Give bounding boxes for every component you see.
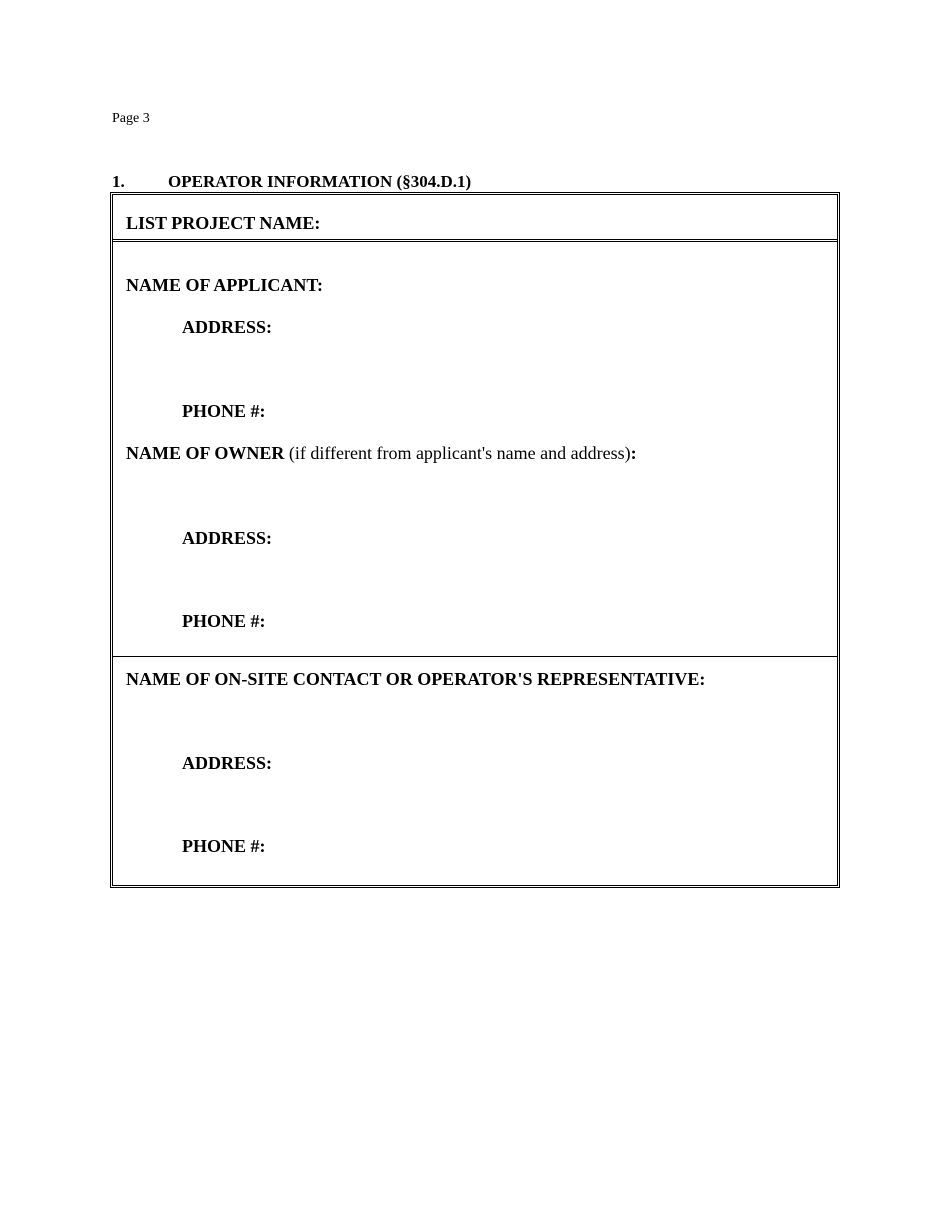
section-title: OPERATOR INFORMATION (§304.D.1) [168,172,472,191]
applicant-address-label: ADDRESS: [182,317,273,337]
contact-address-label: ADDRESS: [182,753,273,773]
page-number: Page 3 [112,111,150,126]
project-name-label: LIST PROJECT NAME: [126,213,321,233]
owner-name-label-note: (if different from applicant's name and address) [284,443,631,463]
applicant-name-label: NAME OF APPLICANT: [126,275,323,295]
owner-name-label-colon: : [630,443,637,463]
owner-name-label-bold: NAME OF OWNER [126,443,285,463]
operator-information-form [110,192,840,888]
applicant-phone-label: PHONE #: [182,401,266,421]
contact-phone-label: PHONE #: [182,836,266,856]
form-divider-single [113,656,837,657]
form-divider-double [113,239,837,242]
section-number: 1. [112,172,125,191]
owner-address-label: ADDRESS: [182,528,273,548]
contact-name-label: NAME OF ON-SITE CONTACT OR OPERATOR'S REPRESENTATIVE: [126,669,706,689]
owner-phone-label: PHONE #: [182,611,266,631]
owner-name-label [126,443,637,464]
section-heading [112,172,471,192]
